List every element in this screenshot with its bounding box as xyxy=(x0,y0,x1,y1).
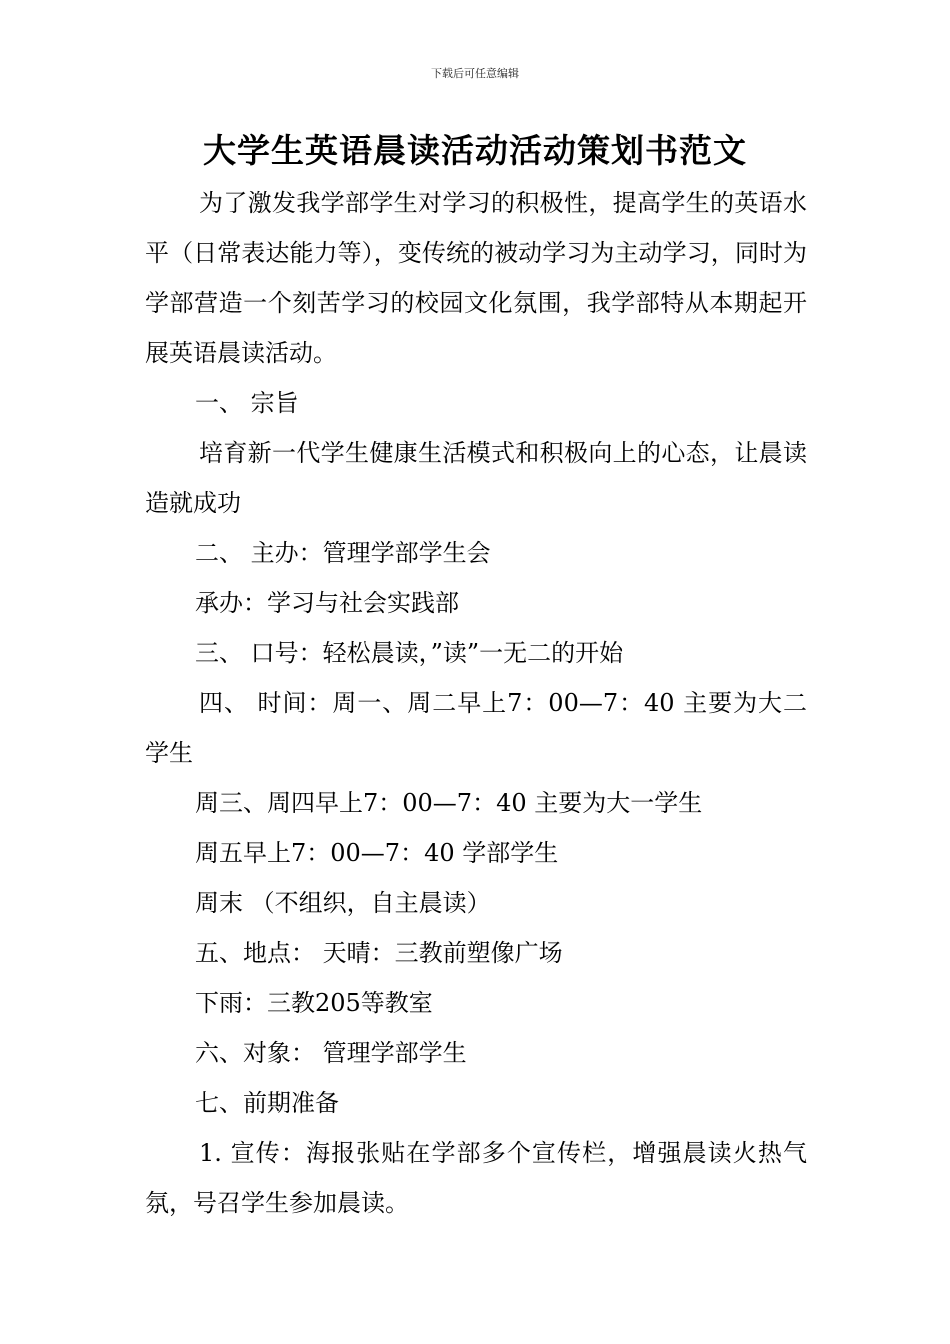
intro-paragraph: 为了激发我学部学生对学习的积极性，提高学生的英语水平（日常表达能力等），变传统的被动学习为主动学习，同时为学部营造一个刻苦学习的校园文化氛围，我学部特从本期起开展英语晨读活动。 xyxy=(145,189,807,367)
location-line: 五、地点： 天晴：三教前塑像广场 xyxy=(195,939,563,967)
publicity-paragraph: 1. 宣传：海报张贴在学部多个宣传栏，增强晨读火热气氛，号召学生参加晨读。 xyxy=(145,1139,807,1217)
organizer-line: 二、 主办：管理学部学生会 xyxy=(195,539,491,567)
location-rain-line: 下雨：三教205等教室 xyxy=(195,989,433,1017)
audience-line: 六、对象： 管理学部学生 xyxy=(195,1039,467,1067)
time-line-weekend: 周末 （不组织，自主晨读） xyxy=(195,889,491,917)
purpose-paragraph: 培育新一代学生健康生活模式和积极向上的心态，让晨读造就成功 xyxy=(145,439,807,517)
document-body xyxy=(145,178,807,1228)
co-organizer-line: 承办：学习与社会实践部 xyxy=(195,589,459,617)
header-note: 下载后可任意编辑 xyxy=(431,67,519,80)
section-heading-purpose: 一、 宗旨 xyxy=(195,389,299,417)
time-line-wed-thu: 周三、周四早上7：00—7：40 主要为大一学生 xyxy=(195,789,703,817)
section-heading-preparation: 七、前期准备 xyxy=(195,1089,339,1117)
time-line-fri: 周五早上7：00—7：40 学部学生 xyxy=(195,839,559,867)
slogan-line: 三、 口号：轻松晨读，”读”一无二的开始 xyxy=(195,639,624,667)
time-line: 四、 时间：周一、周二早上7：00—7：40 主要为大二学生 xyxy=(145,689,807,767)
document-title: 大学生英语晨读活动活动策划书范文 xyxy=(203,131,747,170)
